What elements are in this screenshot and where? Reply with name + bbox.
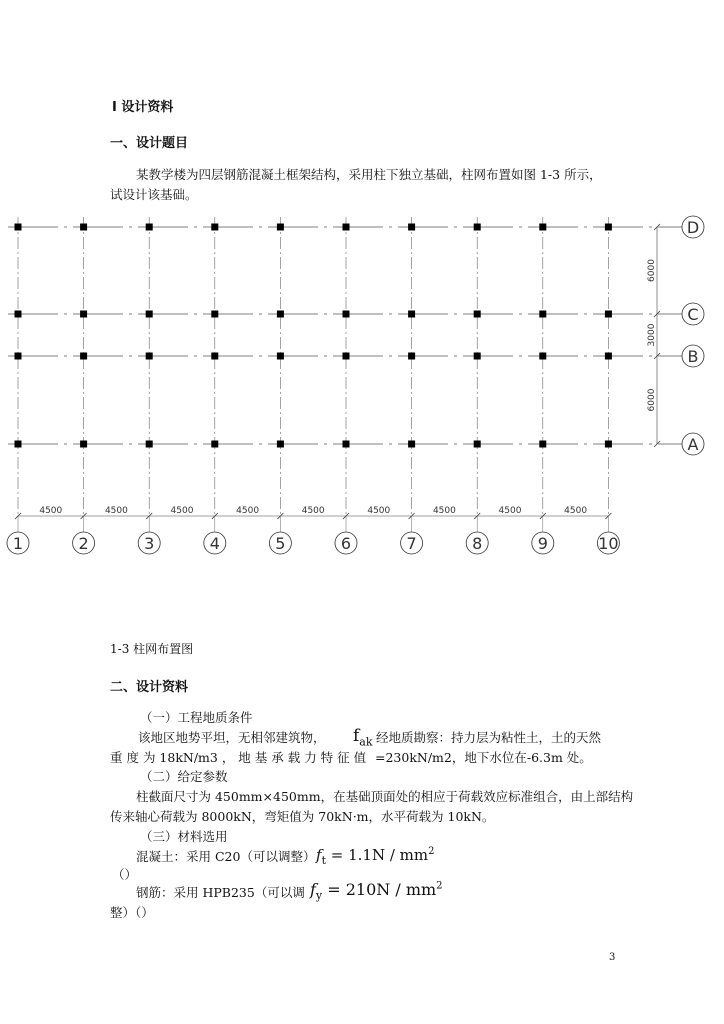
column-B5 <box>277 353 284 360</box>
axis-label-3: 3 <box>144 534 155 553</box>
axis-label-2: 2 <box>78 534 89 553</box>
axis-label-D: D <box>686 218 700 237</box>
column-C10 <box>605 311 612 318</box>
params-line1: 柱截面尺寸为 450mm×450mm，在基础顶面处的相应于荷载效应标准组合，由上部结构 <box>136 789 634 804</box>
steel-line2: 整）（） <box>110 905 154 920</box>
axis-label-4: 4 <box>209 534 220 553</box>
column-C2 <box>80 311 87 318</box>
column-C3 <box>146 311 153 318</box>
fak-sub: ak <box>359 735 373 749</box>
concrete-formula <box>316 846 435 867</box>
subsection-materials-title: （三）材料选用 <box>140 829 228 844</box>
column-A9 <box>539 441 546 448</box>
dimension-label-x-4: 4500 <box>236 506 260 516</box>
column-A7 <box>408 441 415 448</box>
column-B3 <box>146 353 153 360</box>
column-C8 <box>474 311 481 318</box>
steel-formula <box>310 880 443 902</box>
paragraph-topic-line2: 试设计该基础。 <box>110 187 198 202</box>
column-B10 <box>605 353 612 360</box>
column-D8 <box>474 224 481 231</box>
params-line2: 传来轴心荷载为 8000kN，弯矩值为 70kN·m，水平荷载为 10kN。 <box>110 809 495 824</box>
fak-var: f <box>353 726 360 746</box>
fak-symbol <box>353 726 373 748</box>
column-B7 <box>408 353 415 360</box>
fy-var: f <box>310 880 316 899</box>
figure-caption: 1-3 柱网布置图 <box>110 642 194 656</box>
section-title-design-topic: 一、设计题目 <box>110 136 189 151</box>
steel-label: 钢筋：采用 HPB235（可以调 <box>136 885 305 900</box>
concrete-paren: （） <box>112 867 138 882</box>
section-title-design-data: 二、设计资料 <box>110 680 189 695</box>
column-D9 <box>539 224 546 231</box>
axis-label-A: A <box>687 435 699 454</box>
column-B9 <box>539 353 546 360</box>
subsection-geology-title: （一）工程地质条件 <box>140 710 253 725</box>
main-heading: Ⅰ 设计资料 <box>112 100 174 115</box>
fy-rhs: = 210N / mm <box>327 880 437 899</box>
dimension-label-y-1: 6000 <box>647 259 657 282</box>
ft-rhs: = 1.1N / mm <box>330 846 429 864</box>
ft-sup: 2 <box>428 846 435 857</box>
dimension-label-x-5: 4500 <box>301 506 325 516</box>
dimension-label-x-3: 4500 <box>170 506 194 516</box>
column-C9 <box>539 311 546 318</box>
column-A5 <box>277 441 284 448</box>
page-number: 3 <box>609 952 616 963</box>
paragraph-topic-line1: 某教学楼为四层钢筋混凝土框架结构，采用柱下独立基础，柱网布置如图 1-3 所示， <box>136 167 602 182</box>
column-B2 <box>80 353 87 360</box>
axis-label-5: 5 <box>275 534 286 553</box>
column-D7 <box>408 224 415 231</box>
concrete-label: 混凝土：采用 C20（可以调整） <box>136 849 316 864</box>
dimension-label-y-2: 3000 <box>647 323 657 347</box>
axis-label-9: 9 <box>537 534 548 553</box>
axis-label-6: 6 <box>340 534 352 553</box>
axis-label-1: 1 <box>12 534 24 553</box>
column-D1 <box>15 224 22 231</box>
column-D6 <box>343 224 350 231</box>
column-D5 <box>277 224 284 231</box>
column-B4 <box>211 353 218 360</box>
ft-var: f <box>316 846 322 864</box>
dimension-label-x-1: 4500 <box>39 506 63 516</box>
column-B8 <box>474 353 481 360</box>
column-A8 <box>474 441 481 448</box>
column-C7 <box>408 311 415 318</box>
column-A2 <box>80 441 87 448</box>
dimension-label-x-6: 4500 <box>367 506 391 516</box>
subsection-params-title: （二）给定参数 <box>140 769 228 784</box>
column-C6 <box>343 311 350 318</box>
ft-sub: t <box>321 854 326 867</box>
column-D10 <box>605 224 612 231</box>
column-A3 <box>146 441 153 448</box>
dimension-label-y-3: 6000 <box>647 388 657 412</box>
geology-line1-a: 该地区地势平坦，无相邻建筑物， <box>138 730 326 745</box>
column-B6 <box>343 353 350 360</box>
column-D4 <box>211 224 218 231</box>
fy-sub: y <box>315 889 323 903</box>
dimension-label-x-8: 4500 <box>498 506 522 516</box>
column-C1 <box>15 311 22 318</box>
fy-sup: 2 <box>436 880 443 892</box>
geology-line2-b: =230kN/m2，地下水位在-6.3m 处。 <box>375 750 592 765</box>
column-C4 <box>211 311 218 318</box>
geology-line2-a: 重 度 为 18kN/m3 ， 地 基 承 载 力 特 征 值 <box>110 750 367 765</box>
column-A4 <box>211 441 218 448</box>
dimension-label-x-2: 4500 <box>104 506 128 516</box>
column-D2 <box>80 224 87 231</box>
column-D3 <box>146 224 153 231</box>
column-grid-figure <box>0 205 724 565</box>
axis-label-7: 7 <box>406 534 417 553</box>
column-A6 <box>343 441 350 448</box>
axis-label-8: 8 <box>472 534 483 553</box>
axis-label-10: 10 <box>598 534 619 553</box>
axis-label-B: B <box>687 347 699 366</box>
dimension-label-x-7: 4500 <box>432 506 456 516</box>
dimension-label-x-9: 4500 <box>564 506 588 516</box>
axis-label-C: C <box>687 305 699 324</box>
column-B1 <box>15 353 22 360</box>
column-A1 <box>15 441 22 448</box>
column-A10 <box>605 441 612 448</box>
geology-line1-b: 经地质勘察：持力层为粘性土，土的天然 <box>376 730 602 745</box>
column-C5 <box>277 311 284 318</box>
